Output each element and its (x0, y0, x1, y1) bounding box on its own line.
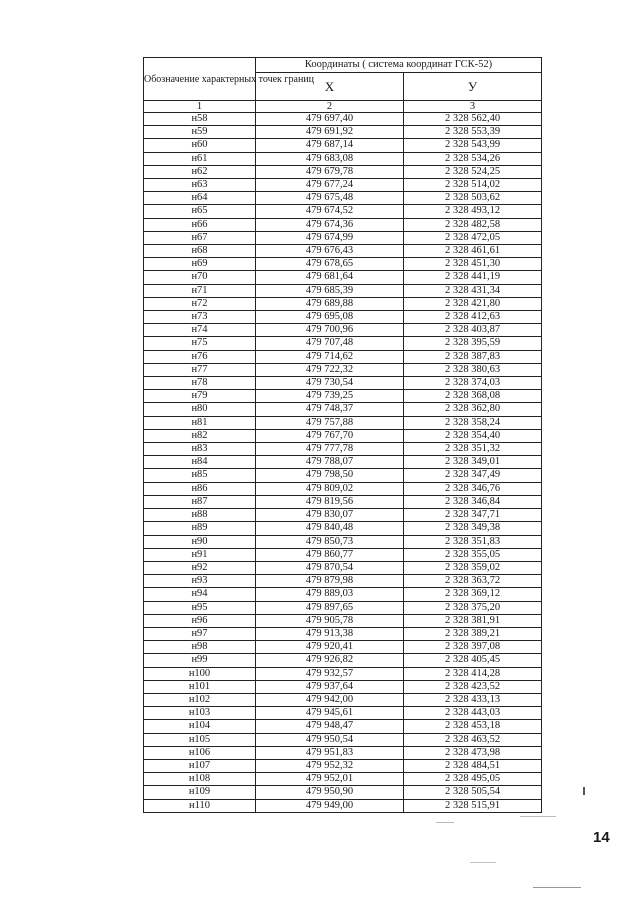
y-coordinate-cell: 2 328 347,49 (404, 469, 542, 482)
point-id-cell: н65 (144, 205, 256, 218)
coordinates-table (143, 57, 542, 813)
table-row (144, 311, 542, 324)
point-id-cell: н110 (144, 799, 256, 812)
table-row (144, 337, 542, 350)
x-coordinate-cell: 479 679,78 (256, 165, 404, 178)
point-id-cell: н92 (144, 561, 256, 574)
header-col-number-1: 1 (144, 101, 256, 113)
table-row (144, 416, 542, 429)
table-row (144, 192, 542, 205)
y-coordinate-cell: 2 328 515,91 (404, 799, 542, 812)
y-coordinate-cell: 2 328 351,32 (404, 443, 542, 456)
x-coordinate-cell: 479 677,24 (256, 179, 404, 192)
y-coordinate-cell: 2 328 423,52 (404, 680, 542, 693)
x-coordinate-cell: 479 707,48 (256, 337, 404, 350)
table-row (144, 522, 542, 535)
point-id-cell: н104 (144, 720, 256, 733)
y-coordinate-cell: 2 328 553,39 (404, 126, 542, 139)
x-coordinate-cell: 479 889,03 (256, 588, 404, 601)
x-coordinate-cell: 479 676,43 (256, 245, 404, 258)
x-coordinate-cell: 479 952,32 (256, 759, 404, 772)
point-id-cell: н96 (144, 614, 256, 627)
x-coordinate-cell: 479 913,38 (256, 627, 404, 640)
y-coordinate-cell: 2 328 514,02 (404, 179, 542, 192)
point-id-cell: н89 (144, 522, 256, 535)
table-row (144, 561, 542, 574)
y-coordinate-cell: 2 328 369,12 (404, 588, 542, 601)
x-coordinate-cell: 479 788,07 (256, 456, 404, 469)
table-row (144, 720, 542, 733)
table-row (144, 284, 542, 297)
table-row (144, 746, 542, 759)
point-id-cell: н83 (144, 443, 256, 456)
point-id-cell: н87 (144, 495, 256, 508)
point-id-cell: н68 (144, 245, 256, 258)
x-coordinate-cell: 479 952,01 (256, 773, 404, 786)
table-row (144, 429, 542, 442)
y-coordinate-cell: 2 328 397,08 (404, 641, 542, 654)
header-coordinates-system: Координаты ( система координат ГСК-52) (256, 58, 542, 73)
x-coordinate-cell: 479 722,32 (256, 363, 404, 376)
x-coordinate-cell: 479 937,64 (256, 680, 404, 693)
y-coordinate-cell: 2 328 354,40 (404, 429, 542, 442)
x-coordinate-cell: 479 714,62 (256, 350, 404, 363)
table-row (144, 627, 542, 640)
header-x: Х (256, 73, 404, 101)
point-id-cell: н100 (144, 667, 256, 680)
x-coordinate-cell: 479 840,48 (256, 522, 404, 535)
point-id-cell: н99 (144, 654, 256, 667)
y-coordinate-cell: 2 328 381,91 (404, 614, 542, 627)
table-body (144, 113, 542, 813)
x-coordinate-cell: 479 870,54 (256, 561, 404, 574)
point-id-cell: н77 (144, 363, 256, 376)
point-id-cell: н88 (144, 509, 256, 522)
point-id-cell: н85 (144, 469, 256, 482)
y-coordinate-cell: 2 328 505,54 (404, 786, 542, 799)
y-coordinate-cell: 2 328 543,99 (404, 139, 542, 152)
table-row (144, 680, 542, 693)
point-id-cell: н63 (144, 179, 256, 192)
x-coordinate-cell: 479 926,82 (256, 654, 404, 667)
point-id-cell: н109 (144, 786, 256, 799)
x-coordinate-cell: 479 730,54 (256, 377, 404, 390)
y-coordinate-cell: 2 328 493,12 (404, 205, 542, 218)
y-coordinate-cell: 2 328 495,05 (404, 773, 542, 786)
x-coordinate-cell: 479 700,96 (256, 324, 404, 337)
point-id-cell: н86 (144, 482, 256, 495)
y-coordinate-cell: 2 328 363,72 (404, 575, 542, 588)
table-row (144, 482, 542, 495)
y-coordinate-cell: 2 328 387,83 (404, 350, 542, 363)
x-coordinate-cell: 479 675,48 (256, 192, 404, 205)
header-y: У (404, 73, 542, 101)
table-row (144, 403, 542, 416)
x-coordinate-cell: 479 945,61 (256, 707, 404, 720)
table-row (144, 139, 542, 152)
y-coordinate-cell: 2 328 473,98 (404, 746, 542, 759)
table-row (144, 614, 542, 627)
y-coordinate-cell: 2 328 368,08 (404, 390, 542, 403)
table-row (144, 126, 542, 139)
point-id-cell: н98 (144, 641, 256, 654)
point-id-cell: н75 (144, 337, 256, 350)
y-coordinate-cell: 2 328 359,02 (404, 561, 542, 574)
x-coordinate-cell: 479 689,88 (256, 297, 404, 310)
y-coordinate-cell: 2 328 375,20 (404, 601, 542, 614)
point-id-cell: н66 (144, 218, 256, 231)
x-coordinate-cell: 479 685,39 (256, 284, 404, 297)
scan-speck (436, 822, 454, 823)
table-row (144, 641, 542, 654)
table-row (144, 245, 542, 258)
y-coordinate-cell: 2 328 461,61 (404, 245, 542, 258)
point-id-cell: н94 (144, 588, 256, 601)
x-coordinate-cell: 479 932,57 (256, 667, 404, 680)
table-row (144, 350, 542, 363)
table-row (144, 575, 542, 588)
x-coordinate-cell: 479 951,83 (256, 746, 404, 759)
point-id-cell: н102 (144, 693, 256, 706)
header-col-number-2: 2 (256, 101, 404, 113)
point-id-cell: н84 (144, 456, 256, 469)
x-coordinate-cell: 479 920,41 (256, 641, 404, 654)
table-row (144, 165, 542, 178)
y-coordinate-cell: 2 328 524,25 (404, 165, 542, 178)
point-id-cell: н101 (144, 680, 256, 693)
point-id-cell: н76 (144, 350, 256, 363)
y-coordinate-cell: 2 328 346,84 (404, 495, 542, 508)
scan-speck (470, 862, 496, 863)
table-row (144, 205, 542, 218)
point-id-cell: н78 (144, 377, 256, 390)
y-coordinate-cell: 2 328 421,80 (404, 297, 542, 310)
y-coordinate-cell: 2 328 431,34 (404, 284, 542, 297)
x-coordinate-cell: 479 942,00 (256, 693, 404, 706)
table-row (144, 456, 542, 469)
point-id-cell: н82 (144, 429, 256, 442)
table-row (144, 271, 542, 284)
table-row (144, 113, 542, 126)
y-coordinate-cell: 2 328 346,76 (404, 482, 542, 495)
table-row (144, 363, 542, 376)
point-id-cell: н81 (144, 416, 256, 429)
point-id-cell: н79 (144, 390, 256, 403)
x-coordinate-cell: 479 695,08 (256, 311, 404, 324)
point-id-cell: н103 (144, 707, 256, 720)
y-coordinate-cell: 2 328 358,24 (404, 416, 542, 429)
x-coordinate-cell: 479 879,98 (256, 575, 404, 588)
y-coordinate-cell: 2 328 562,40 (404, 113, 542, 126)
table-row (144, 535, 542, 548)
table-row (144, 667, 542, 680)
table-row (144, 588, 542, 601)
x-coordinate-cell: 479 798,50 (256, 469, 404, 482)
x-coordinate-cell: 479 860,77 (256, 548, 404, 561)
x-coordinate-cell: 479 748,37 (256, 403, 404, 416)
y-coordinate-cell: 2 328 380,63 (404, 363, 542, 376)
table-row (144, 469, 542, 482)
header-col-number-3: 3 (404, 101, 542, 113)
x-coordinate-cell: 479 678,65 (256, 258, 404, 271)
table-row (144, 654, 542, 667)
point-id-cell: н108 (144, 773, 256, 786)
table-row (144, 258, 542, 271)
table-row (144, 509, 542, 522)
y-coordinate-cell: 2 328 451,30 (404, 258, 542, 271)
point-id-cell: н64 (144, 192, 256, 205)
y-coordinate-cell: 2 328 347,71 (404, 509, 542, 522)
table-row (144, 390, 542, 403)
scan-speck (520, 816, 556, 817)
x-coordinate-cell: 479 950,54 (256, 733, 404, 746)
table-row (144, 786, 542, 799)
x-coordinate-cell: 479 687,14 (256, 139, 404, 152)
point-id-cell: н58 (144, 113, 256, 126)
table-row (144, 443, 542, 456)
y-coordinate-cell: 2 328 441,19 (404, 271, 542, 284)
x-coordinate-cell: 479 905,78 (256, 614, 404, 627)
y-coordinate-cell: 2 328 484,51 (404, 759, 542, 772)
x-coordinate-cell: 479 809,02 (256, 482, 404, 495)
x-coordinate-cell: 479 950,90 (256, 786, 404, 799)
x-coordinate-cell: 479 691,92 (256, 126, 404, 139)
y-coordinate-cell: 2 328 453,18 (404, 720, 542, 733)
x-coordinate-cell: 479 830,07 (256, 509, 404, 522)
y-coordinate-cell: 2 328 463,52 (404, 733, 542, 746)
y-coordinate-cell: 2 328 362,80 (404, 403, 542, 416)
page-number: 14 (593, 829, 610, 846)
point-id-cell: н61 (144, 152, 256, 165)
y-coordinate-cell: 2 328 433,13 (404, 693, 542, 706)
y-coordinate-cell: 2 328 534,26 (404, 152, 542, 165)
table-row (144, 601, 542, 614)
scan-speck (533, 887, 581, 888)
table-row (144, 324, 542, 337)
y-coordinate-cell: 2 328 403,87 (404, 324, 542, 337)
y-coordinate-cell: 2 328 355,05 (404, 548, 542, 561)
table-row (144, 152, 542, 165)
point-id-cell: н70 (144, 271, 256, 284)
point-id-cell: н60 (144, 139, 256, 152)
y-coordinate-cell: 2 328 472,05 (404, 231, 542, 244)
table-row (144, 733, 542, 746)
x-coordinate-cell: 479 697,40 (256, 113, 404, 126)
x-coordinate-cell: 479 674,52 (256, 205, 404, 218)
point-id-cell: н90 (144, 535, 256, 548)
table-row (144, 297, 542, 310)
point-id-cell: н107 (144, 759, 256, 772)
table-row (144, 495, 542, 508)
x-coordinate-cell: 479 674,99 (256, 231, 404, 244)
point-id-cell: н95 (144, 601, 256, 614)
table-row (144, 799, 542, 812)
table-row (144, 231, 542, 244)
table-row (144, 693, 542, 706)
table-row (144, 773, 542, 786)
y-coordinate-cell: 2 328 374,03 (404, 377, 542, 390)
x-coordinate-cell: 479 948,47 (256, 720, 404, 733)
point-id-cell: н105 (144, 733, 256, 746)
x-coordinate-cell: 479 949,00 (256, 799, 404, 812)
x-coordinate-cell: 479 674,36 (256, 218, 404, 231)
x-coordinate-cell: 479 757,88 (256, 416, 404, 429)
point-id-cell: н59 (144, 126, 256, 139)
y-coordinate-cell: 2 328 414,28 (404, 667, 542, 680)
point-id-cell: н62 (144, 165, 256, 178)
x-coordinate-cell: 479 739,25 (256, 390, 404, 403)
y-coordinate-cell: 2 328 351,83 (404, 535, 542, 548)
point-id-cell: н106 (144, 746, 256, 759)
table-row (144, 377, 542, 390)
table-row (144, 707, 542, 720)
scan-speck (583, 787, 585, 795)
point-id-cell: н80 (144, 403, 256, 416)
point-id-cell: н72 (144, 297, 256, 310)
x-coordinate-cell: 479 681,64 (256, 271, 404, 284)
table-row (144, 179, 542, 192)
y-coordinate-cell: 2 328 482,58 (404, 218, 542, 231)
y-coordinate-cell: 2 328 405,45 (404, 654, 542, 667)
y-coordinate-cell: 2 328 389,21 (404, 627, 542, 640)
y-coordinate-cell: 2 328 503,62 (404, 192, 542, 205)
table-row (144, 759, 542, 772)
point-id-cell: н71 (144, 284, 256, 297)
x-coordinate-cell: 479 897,65 (256, 601, 404, 614)
point-id-cell: н67 (144, 231, 256, 244)
point-id-cell: н97 (144, 627, 256, 640)
y-coordinate-cell: 2 328 412,63 (404, 311, 542, 324)
y-coordinate-cell: 2 328 443,03 (404, 707, 542, 720)
y-coordinate-cell: 2 328 349,01 (404, 456, 542, 469)
x-coordinate-cell: 479 777,78 (256, 443, 404, 456)
point-id-cell: н74 (144, 324, 256, 337)
table-row (144, 218, 542, 231)
y-coordinate-cell: 2 328 349,38 (404, 522, 542, 535)
x-coordinate-cell: 479 767,70 (256, 429, 404, 442)
y-coordinate-cell: 2 328 395,59 (404, 337, 542, 350)
point-id-cell: н73 (144, 311, 256, 324)
x-coordinate-cell: 479 683,08 (256, 152, 404, 165)
point-id-cell: н93 (144, 575, 256, 588)
header-point-designation: Обозначение характерных точек границ (144, 58, 256, 101)
point-id-cell: н91 (144, 548, 256, 561)
point-id-cell: н69 (144, 258, 256, 271)
table-row (144, 548, 542, 561)
x-coordinate-cell: 479 850,73 (256, 535, 404, 548)
x-coordinate-cell: 479 819,56 (256, 495, 404, 508)
